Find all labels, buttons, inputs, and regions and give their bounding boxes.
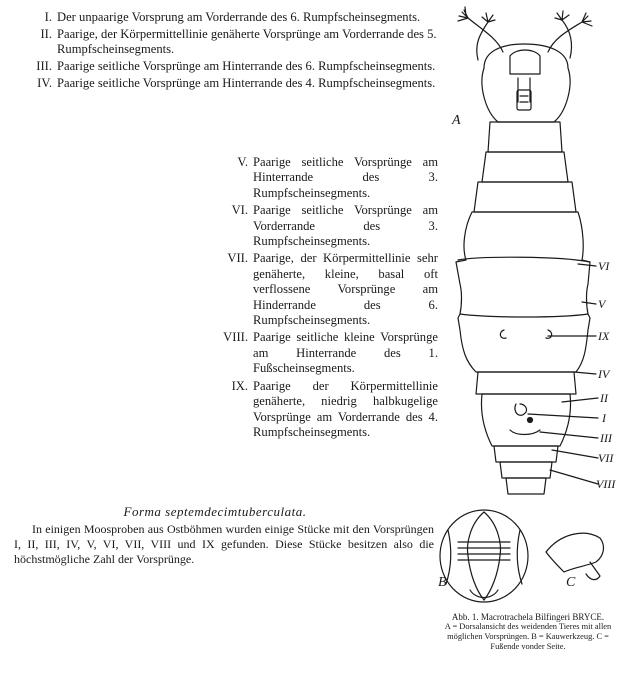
item-number: VI. [231,203,248,218]
caption-title: Abb. 1. Macrotrachela Bilfingeri BRYCE. [451,612,605,622]
item-text: Der unpaarige Vorsprung am Vorderrande des 6. Rumpfscheinsegments. [57,10,421,24]
item-number: V. [237,155,248,169]
item-number: II. [40,27,52,41]
item-text: Paarige seitliche kleine Vorsprünge am Hinterrande des 1. Fußscheinsegments. [253,330,438,376]
marker-iv: IV [598,367,610,381]
item-text: Paarige seitliche Vorsprünge am Vorderrande des 3. Rumpfscheinsegments. [253,203,438,249]
item-number: IV. [37,76,52,90]
caption-text: A = Dorsalansicht des weidenden Tieres mit allen möglichen Vorsprüngen. B = Kauwerkzeug. C = Fußende vonder Seite. [444,622,612,651]
item-text: Paarige seitliche Vorsprünge am Hinterrande des 4. Rumpfscheinsegments. [57,76,436,90]
forma-heading: Forma septemdecimtuberculata. [123,504,307,519]
figure-label-b: B [438,575,447,590]
item-number: III. [36,59,52,73]
item-number: IX. [231,378,248,393]
marker-v: V [598,297,606,311]
trunk-outline [456,212,590,372]
item-text: Paarige der Körpermittellinie genäherte, niedrig halbkugelige Vorsprünge am Vorderrande des 4. Rumpfscheinsegments. [253,378,438,439]
item-text: Paarige seitliche Vorsprünge am Hinterrande des 3. Rumpfscheinsegments. [253,155,438,200]
figure-caption [438,612,618,652]
marker-ix: IX [598,329,610,343]
figure-label-a: A [452,113,461,128]
marker-lines [528,264,598,484]
item-number: I. [44,10,52,24]
marker-iii: III [600,431,612,445]
marker-vii: VII [598,451,614,465]
marker-viii: VIII [596,477,616,491]
item-number: VII. [227,251,248,266]
marker-vi: VI [598,259,610,273]
item-number: VIII. [223,330,248,345]
head-appendages [458,7,592,60]
figure-label-c: C [566,575,576,590]
body-paragraph: In einigen Moosproben aus Ostböhmen wurden einige Stücke mit den Vorsprüngen I, II, III, IV, V, VI, VII, VIII und IX gefunden. Diese Stücke besitzen also die höchstmögliche Zahl der Vorsprünge. [14,522,434,566]
marker-ii: II [600,391,608,405]
item-text: Paarige, der Körpermittellinie sehr genäherte, kleine, basal oft verflossene Vorsprünge am Hinderrande des 6. Rumpfscheinsegments. [253,251,438,328]
item-text: Paarige seitliche Vorsprünge am Hinterrande des 6. Rumpfscheinsegments. [57,59,436,73]
mastax-drawing [440,510,528,602]
foot-end-drawing [546,533,603,579]
marker-i: I [602,411,606,425]
item-text: Paarige, der Körpermittellinie genäherte Vorsprünge am Vorderrande des 5. Rumpfscheinsegments. [57,27,437,56]
